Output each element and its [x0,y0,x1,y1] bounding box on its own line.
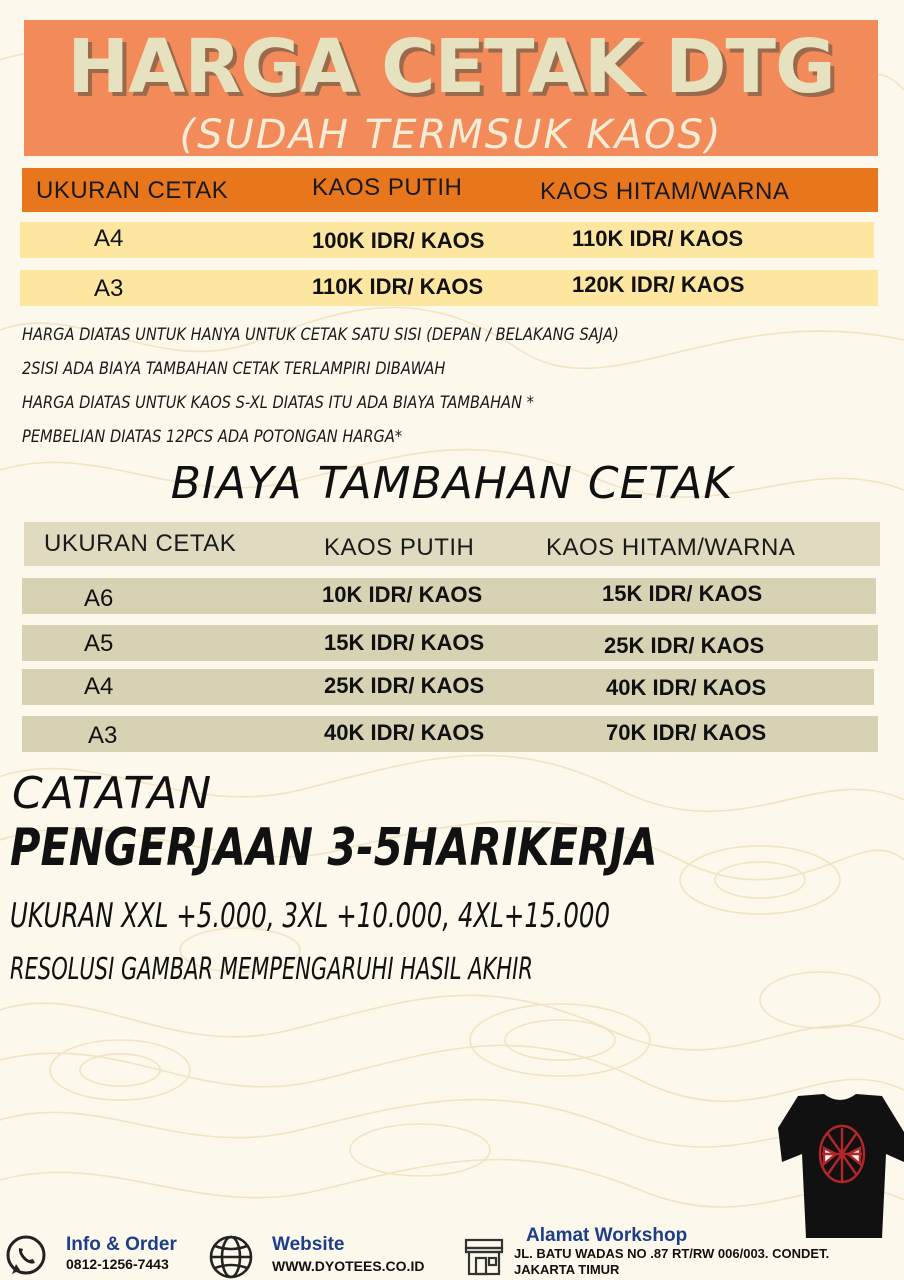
extra-cost-title: BIAYA TAMBAHAN CETAK [170,458,734,509]
extra-table-header [24,522,880,566]
price-notes [22,318,882,454]
table-row [22,669,874,705]
extra-col-size: UKURAN CETAK [44,530,237,557]
price-color: 120K IDR/ KAOS [572,272,745,297]
price-col-color: KAOS HITAM/WARNA [540,178,790,205]
page-title: HARGA CETAK DTG [67,24,835,110]
website-url[interactable]: WWW.DYOTEES.CO.ID [272,1258,425,1274]
price-white: 110K IDR/ KAOS [312,274,484,299]
table-row [20,270,878,306]
price-white: 25K IDR/ KAOS [324,673,485,698]
workshop-address-line-1: JL. BATU WADAS NO .87 RT/RW 006/003. CONDET. [514,1246,830,1261]
price-white: 40K IDR/ KAOS [324,720,485,745]
catatan-resolution-note: RESOLUSI GAMBAR MEMPENGARUHI HASIL AKHIR [10,952,533,987]
extra-col-color: KAOS HITAM/WARNA [546,534,796,561]
size-label: A4 [84,673,114,700]
mask-graphic [820,1126,864,1182]
price-color: 40K IDR/ KAOS [606,675,767,700]
extra-col-white: KAOS PUTIH [324,534,475,561]
whatsapp-icon [4,1234,48,1278]
order-label: Info & Order [66,1234,177,1255]
store-icon [464,1238,504,1276]
price-white: 15K IDR/ KAOS [324,630,485,655]
price-white: 10K IDR/ KAOS [322,582,483,607]
order-phone[interactable]: 0812-1256-7443 [66,1256,169,1272]
price-white: 100K IDR/ KAOS [312,228,485,253]
note-line: 2SISI ADA BIAYA TAMBAHAN CETAK TERLAMPIRI DIBAWAH [22,359,446,379]
size-label: A3 [88,722,118,749]
tshirt-image [778,1092,904,1242]
table-row [20,222,874,258]
size-label: A5 [84,630,114,657]
catatan-size-surcharge: UKURAN XXL +5.000, 3XL +10.000, 4XL+15.000 [10,896,611,936]
price-color: 25K IDR/ KAOS [604,633,765,658]
catatan-processing-time: PENGERJAAN 3-5HARIKERJA [10,818,658,878]
price-color: 110K IDR/ KAOS [572,226,744,251]
note-line: PEMBELIAN DIATAS 12PCS ADA POTONGAN HARGA* [22,427,403,447]
note-line: HARGA DIATAS UNTUK KAOS S-XL DIATAS ITU ADA BIAYA TAMBAHAN * [22,393,534,413]
price-col-size: UKURAN CETAK [36,177,229,204]
price-col-white: KAOS PUTIH [312,174,463,201]
title-banner [24,20,878,156]
price-table-header [22,168,878,212]
price-color: 15K IDR/ KAOS [602,581,763,606]
website-label: Website [272,1234,345,1255]
size-label: A4 [94,225,124,252]
workshop-address-line-2: JAKARTA TIMUR [514,1262,620,1277]
price-color: 70K IDR/ KAOS [606,720,767,745]
table-row [22,578,876,614]
catatan-heading: CATATAN [12,768,213,819]
size-label: A3 [94,275,124,302]
note-line: HARGA DIATAS UNTUK HANYA UNTUK CETAK SATU SISI (DEPAN / BELAKANG SAJA) [22,325,619,345]
table-row [22,716,878,752]
table-row [22,625,878,661]
page-subtitle: (SUDAH TERMSUK KAOS) [179,112,723,158]
workshop-label: Alamat Workshop [526,1225,688,1246]
globe-icon [208,1234,254,1280]
size-label: A6 [84,585,114,612]
